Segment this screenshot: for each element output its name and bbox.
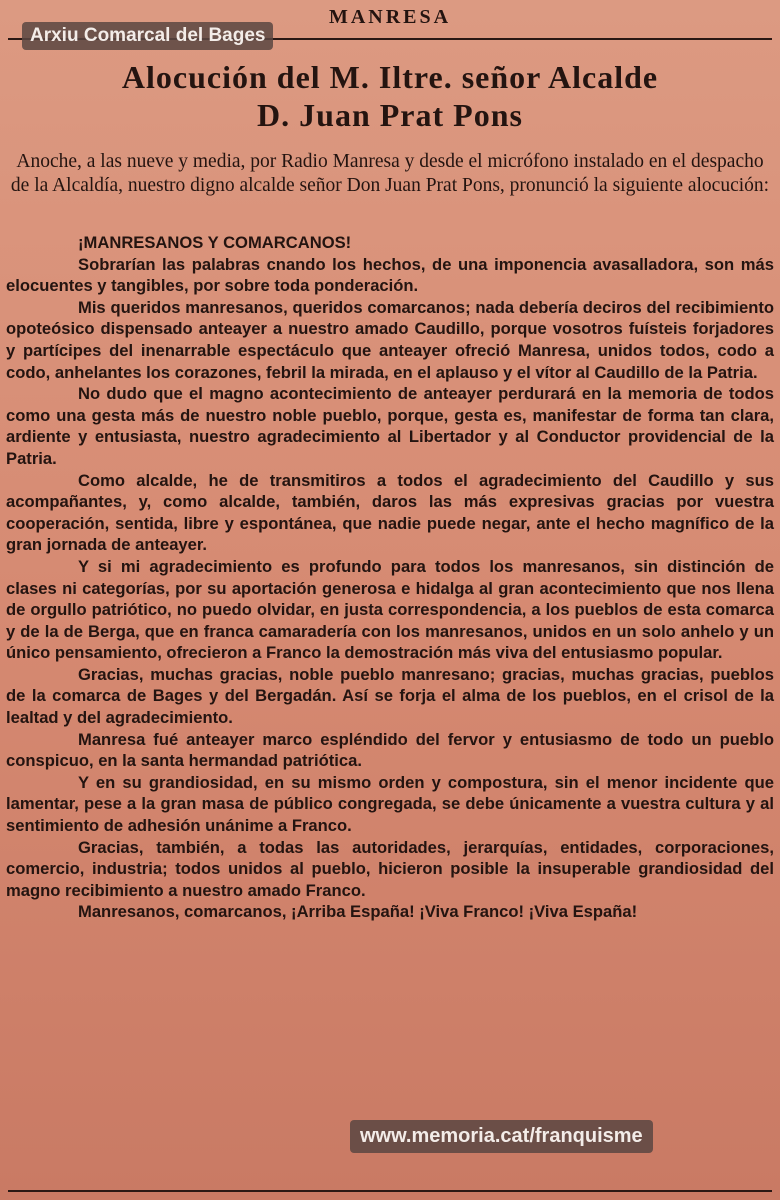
archive-watermark: Arxiu Comarcal del Bages (22, 22, 273, 50)
article-title (0, 58, 780, 134)
speech-paragraph: Sobrarían las palabras cnando los hechos, de una imponencia avasalladora, son más elocuentes y tangibles, por sobre toda ponderación. (6, 254, 774, 296)
title-line-1: Alocución del M. Iltre. señor Alcalde (121, 59, 659, 95)
speech-body (6, 232, 774, 923)
speech-paragraph: Como alcalde, he de transmitiros a todos el agradecimiento del Caudillo y sus acompañantes, y, como alcalde, también, daros las más expresivas gracias por vuestra cooperación, sentida, libre y espontánea, que nadie puede negar, ante el hecho magnífico de la gran jornada de anteayer. (6, 470, 774, 555)
speech-heading: ¡MANRESANOS Y COMARCANOS! (78, 233, 352, 252)
title-line-2: D. Juan Prat Pons (257, 97, 523, 133)
bottom-rule (8, 1190, 772, 1192)
speech-paragraph: Y en su grandiosidad, en su mismo orden y compostura, sin el menor incidente que lamentar, pese a la gran masa de público congregada, se debe únicamente a vuestra cultura y al sentimiento de adhesión unánime a Franco. (6, 772, 774, 836)
speech-paragraph: Gracias, también, a todas las autoridades, jerarquías, entidades, corporaciones, comercio, industria; todos unidos al pueblo, hicieron posible la insuperable grandiosidad del magno recibimiento a nuestro amado Franco. (6, 837, 774, 900)
speech-paragraph: Manresa fué anteayer marco espléndido del fervor y entusiasmo de todo un pueblo conspicuo, en la santa hermandad patriótica. (6, 729, 774, 771)
speech-paragraph: Y si mi agradecimiento es profundo para todos los manresanos, sin distinción de clases ni categorías, por su aportación generosa e hidalga al gran acontecimiento que nos llena de orgullo patriótico, no puedo olvidar, en justa correspondencia, a los pueblos de esta comarca y de la de Berga, que en franca camaradería con los manresanos, unidos en un solo anhelo y un único pensamiento, ofrecieron a Franco la demostración más viva del entusiasmo popular. (6, 556, 774, 663)
speech-paragraph: Manresanos, comarcanos, ¡Arriba España! ¡Viva Franco! ¡Viva España! (78, 902, 638, 922)
speech-paragraph: Gracias, muchas gracias, noble pueblo manresano; gracias, muchas gracias, pueblos de la comarca de Bages y del Bergadán. Así se forja el alma de los pueblos, en el crisol de la lealtad y del agradecimiento. (6, 664, 774, 728)
masthead: MANRESA (328, 6, 452, 28)
article-intro: Anoche, a las nueve y media, por Radio Manresa y desde el micrófono instalado en el despacho de la Alcaldía, nuestro digno alcalde señor Don Juan Prat Pons, pronunció la siguiente alocución: (10, 151, 770, 196)
website-watermark: www.memoria.cat/franquisme (350, 1120, 653, 1153)
speech-paragraph: Mis queridos manresanos, queridos comarcanos; nada debería deciros del recibimiento opoteósico dispensado anteayer a nuestro amado Caudillo, porque vosotros fuísteis forjadores y partícipes del inenarrable espectáculo que anteayer ofreció Manresa, unidos todos, codo a codo, anhelantes los corazones, febril la mirada, en el aplauso y el vítor al Caudillo de la Patria. (6, 297, 774, 382)
speech-paragraph: No dudo que el magno acontecimiento de anteayer perdurará en la memoria de todos como una gesta más de nuestro noble pueblo, porque, gesta es, manifestar de forma tan clara, ardiente y entusiasta, nuestro agradecimiento al Libertador y al Conductor providencial de la Patria. (6, 384, 774, 468)
